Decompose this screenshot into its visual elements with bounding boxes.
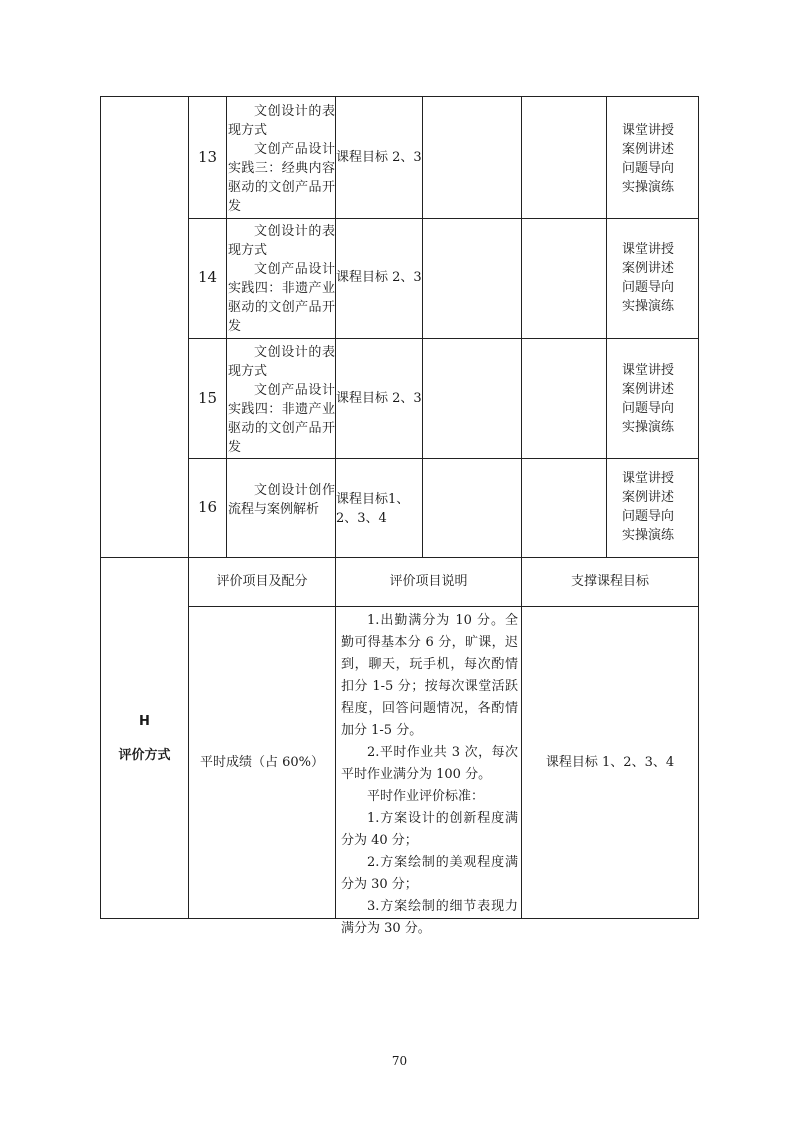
header-eval-item: 评价项目及配分 [216,574,308,589]
week-number: 14 [197,268,218,286]
row-divider [188,218,699,219]
method-item: 问题导向 [622,161,675,176]
row-divider [188,458,699,459]
method-item: 课堂讲授 [622,363,675,378]
section-letter: H [139,714,150,729]
method-item: 课堂讲授 [622,123,675,138]
method-item: 案例讲述 [622,382,675,397]
table-border-top [100,96,699,97]
topic-line: 文创设计的表现方式 [228,224,335,258]
teaching-methods [622,361,698,437]
method-item: 实操演练 [622,420,675,435]
teaching-methods [622,469,698,545]
topic-cell [228,222,335,336]
eval-desc-para: 3.方案绘制的细节表现力满分为 30 分。 [341,899,518,936]
course-goal: 课程目标 2、3 [336,391,422,406]
topic-cell [228,102,335,216]
topic-line: 文创设计创作流程与案例解析 [228,483,335,517]
eval-desc-para: 平时作业评价标准： [367,789,485,804]
row-divider [188,338,699,339]
week-number: 13 [197,148,218,166]
method-item: 问题导向 [622,280,675,295]
table-border-right [698,96,699,919]
topic-line: 文创产品设计实践四：非遗产业驱动的文创产品开发 [228,262,335,334]
method-item: 实操演练 [622,299,675,314]
section-title: 评价方式 [118,748,171,763]
column-divider [226,96,227,558]
topic-line: 文创产品设计实践四：非遗产业驱动的文创产品开发 [228,383,335,455]
support-goal: 课程目标 1、2、3、4 [545,755,675,770]
method-item: 问题导向 [622,509,675,524]
eval-desc-para: 2.平时作业共 3 次，每次平时作业满分为 100 分。 [341,745,518,782]
course-goal: 课程目标 2、3 [336,150,422,165]
method-item: 案例讲述 [622,490,675,505]
column-divider [606,96,607,558]
week-number: 16 [197,498,218,516]
topic-cell [228,481,335,519]
eval-desc-para: 2.方案绘制的美观程度满分为 30 分； [341,855,518,892]
method-item: 实操演练 [622,528,675,543]
eval-desc-para: 1.出勤满分为 10 分。全勤可得基本分 6 分，旷课，迟到，聊天，玩手机，每次酌情扣分 1-5 分；按每次课堂活跃程度，回答问题情况，各酌情加分 1-5 分。 [341,613,518,738]
method-item: 课堂讲授 [622,471,675,486]
topic-line: 文创产品设计实践三：经典内容驱动的文创产品开发 [228,142,335,214]
column-divider [422,96,423,558]
method-item: 实操演练 [622,180,675,195]
course-goal: 课程目标1、2、3、4 [336,492,410,526]
page-number: 70 [391,1054,408,1068]
topic-line: 文创设计的表现方式 [228,345,335,379]
section-divider [100,557,699,558]
eval-item: 平时成绩（占 60%） [199,755,325,770]
teaching-methods [622,121,698,197]
method-item: 案例讲述 [622,261,675,276]
eval-description [341,610,518,940]
method-item: 案例讲述 [622,142,675,157]
course-goal: 课程目标 2、3 [336,270,422,285]
column-divider [521,96,522,919]
method-item: 问题导向 [622,401,675,416]
header-eval-desc: 评价项目说明 [389,574,468,589]
method-item: 课堂讲授 [622,242,675,257]
header-support-goal: 支撑课程目标 [570,574,649,589]
table-border-left [100,96,101,919]
week-number: 15 [197,389,218,407]
topic-line: 文创设计的表现方式 [228,104,335,138]
teaching-methods [622,240,698,316]
header-divider [188,606,699,607]
eval-desc-para: 1.方案设计的创新程度满分为 40 分； [341,811,518,848]
topic-cell [228,343,335,457]
